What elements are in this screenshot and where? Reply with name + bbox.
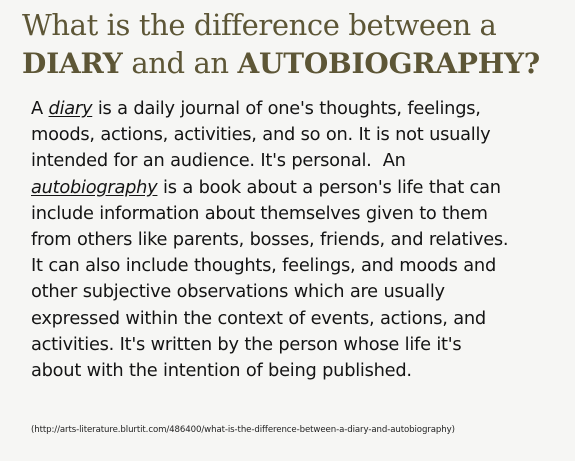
- term-diary: diary: [48, 98, 93, 119]
- body-text-fragment: A: [31, 98, 49, 119]
- body-line: activities. It's written by the person whose life it's: [31, 333, 462, 355]
- body-line: about with the intention of being published.: [31, 360, 412, 382]
- body-line: [31, 175, 571, 201]
- source-citation: (http://arts-literature.blurtit.com/486400/what-is-the-difference-between-a-diary-and-autobiography): [31, 425, 455, 435]
- body-text: [31, 96, 571, 384]
- body-line: expressed within the context of events, actions, and: [31, 307, 486, 329]
- slide-title: [22, 6, 567, 83]
- body-line: [31, 96, 571, 122]
- body-line: other subjective observations which are usually: [31, 281, 445, 303]
- body-text-fragment: is a daily journal of one's thoughts, feelings,: [92, 98, 481, 119]
- term-autobiography: autobiography: [31, 176, 158, 198]
- body-line: moods, actions, activities, and so on. It is not usually: [31, 124, 491, 146]
- title-term-autobiography: AUTOBIOGRAPHY?: [237, 47, 541, 80]
- body-line: include information about themselves given to them: [31, 202, 488, 224]
- title-term-diary: DIARY: [22, 47, 123, 80]
- title-line-1: What is the difference between a: [22, 8, 497, 42]
- body-line: intended for an audience. It's personal. An: [31, 150, 406, 172]
- body-line: It can also include thoughts, feelings, and moods and: [31, 255, 496, 277]
- body-text-fragment: is a book about a person's life that can: [157, 176, 501, 198]
- title-connector: and an: [122, 46, 238, 80]
- body-line: from others like parents, bosses, friends, and relatives.: [31, 229, 509, 251]
